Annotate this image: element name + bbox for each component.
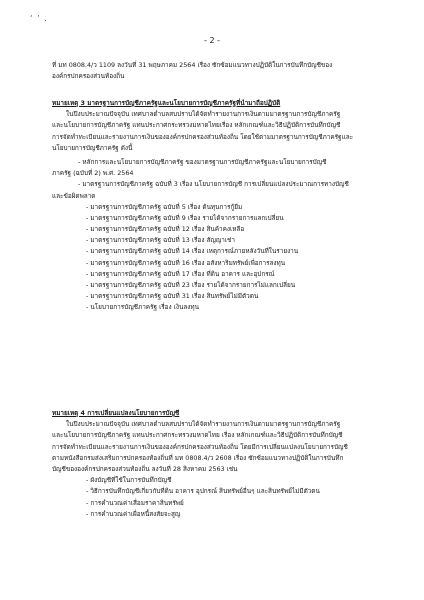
page-mark: ‘ ’ .	[30, 14, 48, 23]
note-4-para-line: ตามหนังสือกรมส่งเสริมการปกครองท้องถิ่นที่ มท 0808.4/ว 2608 เรื่อง ซักซ้อมแนวทางปฏิบัติในการบันทึก	[52, 453, 344, 462]
standard-item: - มาตรฐานการบัญชีภาครัฐ ฉบับที่ 17 เรื่อง ที่ดิน อาคาร และอุปกรณ์	[86, 269, 275, 278]
intro-line: องค์กรปกครองส่วนท้องถิ่น	[52, 72, 125, 81]
note-3-principle-line: - หลักการและนโยบายการบัญชีภาครัฐ ของมาตรฐานการบัญชีภาครัฐและนโยบายการบัญชี	[78, 157, 327, 166]
change-item: - ผังบัญชีที่ใช้ในการบันทึกบัญชี	[86, 476, 172, 485]
note-3-standards-intro-line: และข้อผิดพลาด	[52, 191, 96, 200]
note-3-section	[52, 98, 382, 314]
standard-item: - นโยบายการบัญชีภาครัฐ เรื่อง เงินลงทุน	[86, 303, 199, 312]
standard-item: - มาตรฐานการบัญชีภาครัฐ ฉบับที่ 31 เรื่อง สินทรัพย์ไม่มีตัวตน	[86, 292, 259, 301]
note-4-heading	[52, 408, 382, 419]
standard-item: - มาตรฐานการบัญชีภาครัฐ ฉบับที่ 13 เรื่อง สัญญาเช่า	[86, 236, 235, 245]
intro-text	[52, 60, 382, 82]
note-4-para-line: ในปีงบประมาณปัจจุบัน เทศบาลตำบลสบปราบได้จัดทำรายงานการเงินตามมาตรฐานการบัญชีภาครัฐ	[66, 420, 341, 429]
note-3-standards-intro-line: - มาตรฐานการบัญชีภาครัฐ ฉบับที่ 3 เรื่อง นโยบายการบัญชี การเปลี่ยนแปลงประมาณการทางบัญชี	[78, 180, 349, 189]
standard-item: - มาตรฐานการบัญชีภาครัฐ ฉบับที่ 23 เรื่อง รายได้จากรายการไม่แลกเปลี่ยน	[86, 281, 296, 289]
intro-line: ที่ มท 0808.4/ว 1109 ลงวันที่ 31 พฤษภาคม 2564 เรื่อง ซักซ้อมแนวทางปฏิบัติในการบันทึกบัญชีของ	[52, 61, 333, 69]
note-4-para-line: และนโยบายการบัญชีภาครัฐ แทนประกาศกระทรวงมหาดไทย เรื่อง หลักเกณฑ์และวิธีปฏิบัติการบันทึกบัญชี	[52, 431, 343, 440]
standard-item: - มาตรฐานการบัญชีภาครัฐ ฉบับที่ 16 เรื่อง อสังหาริมทรัพย์เพื่อการลงทุน	[86, 258, 286, 267]
note-3-principle-line: ภาครัฐ (ฉบับที่ 2) พ.ศ. 2564	[52, 169, 134, 178]
note-3-heading-prefix: หมายเหตุ 3	[52, 99, 88, 107]
note-3-para-line: การจัดทำทะเบียนและรายงานการเงินขององค์กรปกครองส่วนท้องถิ่น โดยใช้ตามมาตรฐานการบัญชีภาครัฐและ	[52, 132, 354, 141]
change-item: - การคำนวณค่าเผื่อหนี้สงสัยจะสูญ	[86, 509, 181, 518]
note-4-para-line: บัญชีขององค์กรปกครองส่วนท้องถิ่น ลงวันที่ 28 สิงหาคม 2563 เช่น	[52, 464, 238, 473]
note-4-heading-title: การเปลี่ยนแปลงนโยบายการบัญชี	[87, 409, 180, 417]
standard-item: - มาตรฐานการบัญชีภาครัฐ ฉบับที่ 9 เรื่อง รายได้จากรายการแลกเปลี่ยน	[86, 213, 284, 222]
page-number: - 2 -	[204, 36, 220, 45]
note-4-section	[52, 408, 382, 520]
standard-item: - มาตรฐานการบัญชีภาครัฐ ฉบับที่ 12 เรื่อง สินค้าคงเหลือ	[86, 225, 245, 234]
note-3-heading-title: มาตรฐานการบัญชีภาครัฐและนโยบายการบัญชีภาครัฐที่นำมาถือปฏิบัติ	[87, 99, 281, 107]
change-item: - การคำนวณค่าเสื่อมราคาสินทรัพย์	[86, 498, 184, 507]
note-3-heading	[52, 98, 382, 109]
note-4-heading-prefix: หมายเหตุ 4	[52, 409, 88, 417]
note-3-para-line: ในปีงบประมาณปัจจุบัน เทศบาลตำบลสบปราบได้จัดทำรายงานการเงินตามมาตรฐานการบัญชีภาครัฐ	[66, 110, 341, 119]
note-3-para-line: และนโยบายการบัญชีภาครัฐ แทนประกาศกระทรวงมหาดไทยเรื่อง หลักเกณฑ์และวิธีปฏิบัติการบันทึกบัญชี	[52, 121, 341, 130]
standard-item: - มาตรฐานการบัญชีภาครัฐ ฉบับที่ 5 เรื่อง ต้นทุนการกู้ยืม	[86, 202, 243, 211]
note-4-para-line: การจัดทำทะเบียนและรายงานการเงินขององค์กรปกครองส่วนท้องถิ่น โดยมีการเปลี่ยนแปลงนโยบายการบัญชี	[52, 442, 348, 451]
standard-item: - มาตรฐานการบัญชีภาครัฐ ฉบับที่ 14 เรื่อง เหตุการณ์ภายหลังวันที่ในรายงาน	[86, 247, 299, 256]
note-3-para-line: นโยบายการบัญชีภาครัฐ ดังนี้	[52, 143, 133, 152]
change-item: - วิธีการบันทึกบัญชีเกี่ยวกับที่ดิน อาคาร อุปกรณ์ สินทรัพย์อื่นๆ และสินทรัพย์ไม่มีตัวตน	[86, 487, 320, 496]
